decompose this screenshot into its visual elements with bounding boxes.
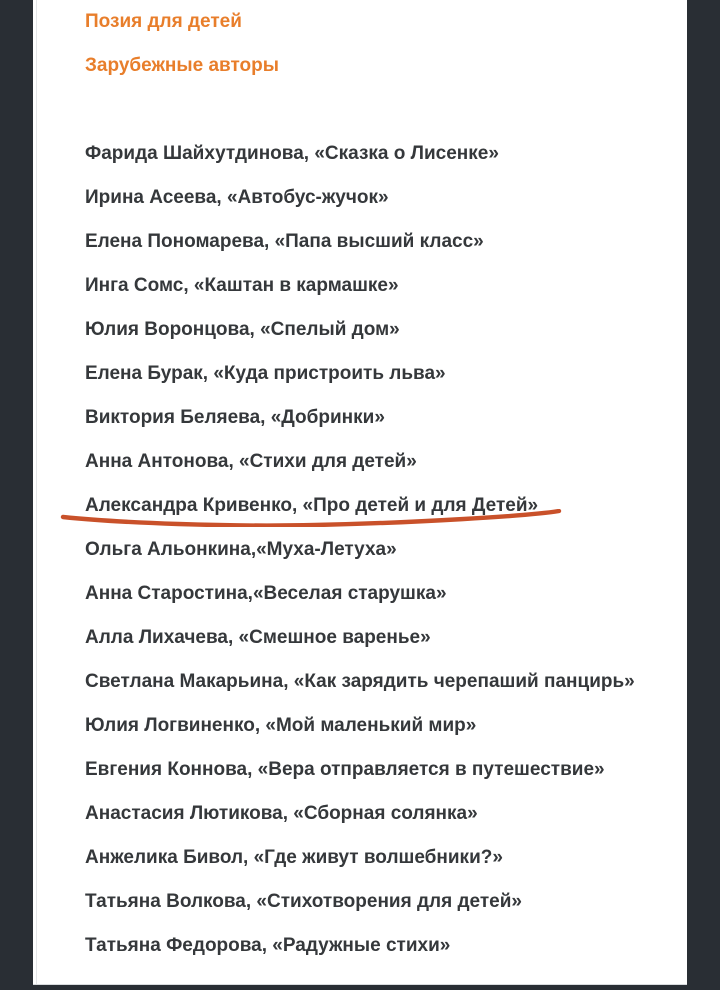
book-list-item: Елена Бурак, «Куда пристроить льва»: [85, 363, 446, 384]
book-list-item: Ольга Альонкина,«Муха-Летуха»: [85, 539, 397, 560]
book-list-item: Светлана Макарьина, «Как зарядить черепаший панцирь»: [85, 671, 635, 692]
book-list-item: Юлия Логвиненко, «Мой маленький мир»: [85, 715, 477, 736]
category-heading-poetry: Позия для детей: [85, 11, 242, 32]
book-list-item: Алла Лихачева, «Смешное варенье»: [85, 627, 431, 648]
book-list-item: Евгения Коннова, «Вера отправляется в путешествие»: [85, 759, 605, 780]
book-list-item: Анастасия Лютикова, «Сборная солянка»: [85, 803, 478, 824]
book-list-item: Анжелика Бивол, «Где живут волшебники?»: [85, 847, 503, 868]
book-list-item: Елена Пономарева, «Папа высший класс»: [85, 231, 484, 252]
book-list-item: Юлия Воронцова, «Спелый дом»: [85, 319, 400, 340]
book-list-item: Ирина Асеева, «Автобус-жучок»: [85, 187, 389, 208]
book-list: [85, 144, 667, 956]
book-list-item: Татьяна Волкова, «Стихотворения для детей»: [85, 891, 522, 912]
book-list-item-text: Александра Кривенко, «Про детей и для Детей»: [85, 495, 539, 516]
document-page: [33, 0, 687, 985]
book-list-item: Татьяна Федорова, «Радужные стихи»: [85, 935, 451, 956]
category-heading-foreign-authors: Зарубежные авторы: [85, 55, 279, 76]
book-list-item: Инга Сомс, «Каштан в кармашке»: [85, 275, 399, 296]
book-list-item: Виктория Беляева, «Добринки»: [85, 407, 385, 428]
book-list-item: Анна Антонова, «Стихи для детей»: [85, 451, 417, 472]
book-list-item-underlined: [85, 496, 667, 516]
book-list-item: Фарида Шайхутдинова, «Сказка о Лисенке»: [85, 143, 499, 164]
book-list-item: Анна Старостина,«Веселая старушка»: [85, 583, 447, 604]
